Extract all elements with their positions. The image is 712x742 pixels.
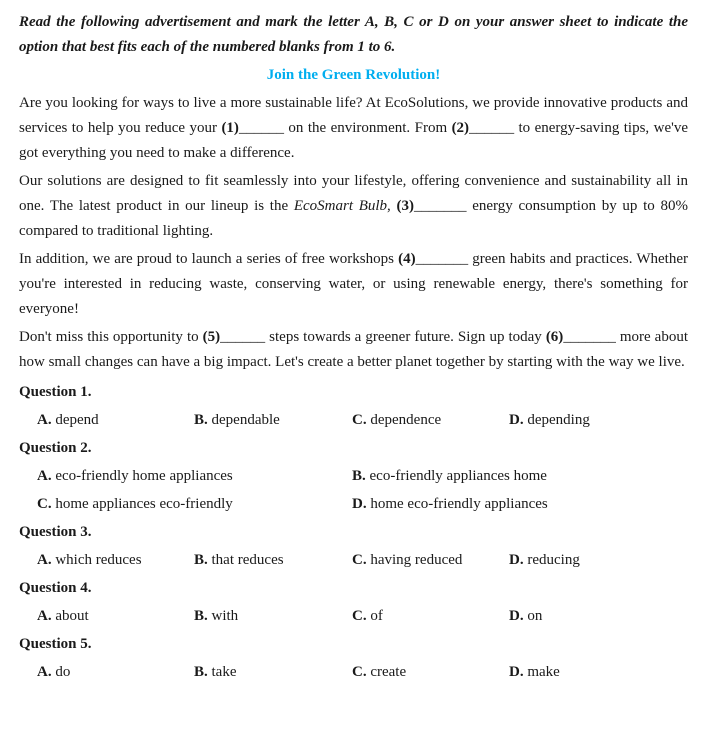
question-5-option-d[interactable] (509, 658, 560, 686)
blank-6-number: (6) (545, 329, 564, 345)
instruction-text-a: Read the following advertisement and mark the letter A, B, C or D on your answer sheet to indicate the option that best fits each of the numbered blanks from (19, 14, 688, 55)
option-letter: D. (509, 608, 524, 624)
blank-4-gap: _______ (415, 251, 469, 267)
question-4-label: Question 4. (19, 580, 92, 596)
question-3-label: Question 3. (19, 524, 92, 540)
blank-6-gap: _______ (563, 329, 616, 345)
p1-text-a: Are you looking for ways to live a more sustainable life? At EcoSolutions, we provide innovative products and services to help you reduce your (19, 95, 688, 136)
option-letter: B. (194, 412, 208, 428)
passage-paragraph-2 (19, 169, 688, 244)
blank-2-number: (2) (451, 120, 470, 136)
blank-1-number: (1) (221, 120, 239, 136)
blank-3-number: (3) (396, 198, 415, 214)
option-letter: C. (352, 412, 367, 428)
blank-5-number: (5) (202, 329, 221, 345)
option-letter: D. (352, 496, 367, 512)
question-4-options (19, 602, 688, 630)
option-letter: B. (194, 664, 208, 680)
p3-text-a: In addition, we are proud to launch a series of free workshops (19, 251, 399, 267)
option-letter: C. (352, 552, 367, 568)
option-letter: B. (352, 468, 366, 484)
product-name: EcoSmart Bulb (293, 198, 388, 214)
instruction-text-b: to (364, 39, 385, 55)
question-4-option-c[interactable] (352, 602, 383, 630)
option-letter: A. (37, 664, 52, 680)
blank-1-gap: ______ (238, 120, 284, 136)
option-letter: A. (37, 552, 52, 568)
question-2-options-row-1 (19, 462, 688, 490)
option-text: reducing (523, 552, 580, 568)
question-2-option-b[interactable] (352, 462, 547, 490)
instruction-last-number: 6 (384, 39, 392, 55)
option-text: having reduced (366, 552, 463, 568)
question-5-option-a[interactable] (37, 658, 70, 686)
option-text: depend (51, 412, 99, 428)
option-letter: C. (37, 496, 52, 512)
question-1-option-b[interactable] (194, 406, 280, 434)
option-text: of (366, 608, 383, 624)
blank-4-number: (4) (398, 251, 416, 267)
p2-text-a: Our solutions are designed to fit seamlessly into your lifestyle, offering convenience and sustainability all in one. The latest product in our lineup is the (19, 173, 688, 214)
p4-text-c: more about how small changes can have a big impact. Let's create a better planet together by starting with the way we live. (19, 329, 688, 370)
question-4-option-a[interactable] (37, 602, 89, 630)
option-text: that reduces (207, 552, 284, 568)
option-text: do (51, 664, 71, 680)
option-letter: B. (194, 608, 208, 624)
question-5-label: Question 5. (19, 636, 92, 652)
question-1-options (19, 406, 688, 434)
option-text: which reduces (51, 552, 142, 568)
option-letter: C. (352, 608, 367, 624)
option-text: depending (523, 412, 590, 428)
option-text: home appliances eco-friendly (51, 496, 233, 512)
option-text: with (207, 608, 239, 624)
question-2-option-d[interactable] (352, 490, 548, 518)
question-3-options (19, 546, 688, 574)
p1-text-d: to energy-saving tips, we've got everything you need to make a difference. (19, 120, 688, 161)
p2-text-c: energy consumption by up to 80% compared to traditional lighting. (19, 198, 688, 239)
option-text: take (207, 664, 237, 680)
option-text: eco-friendly appliances home (365, 468, 547, 484)
instruction-text-c: . (391, 39, 396, 55)
question-3-option-c[interactable] (352, 546, 462, 574)
question-2-options-row-2 (19, 490, 688, 518)
option-text: create (366, 664, 407, 680)
advertisement-title: Join the Green Revolution! (266, 67, 441, 83)
instruction-first-number: 1 (357, 39, 365, 55)
option-text: about (51, 608, 89, 624)
option-letter: A. (37, 608, 52, 624)
option-letter: A. (37, 468, 52, 484)
option-letter: B. (194, 552, 208, 568)
option-text: eco-friendly home appliances (51, 468, 233, 484)
passage-paragraph-4 (19, 325, 688, 375)
question-1-option-d[interactable] (509, 406, 590, 434)
question-2-label: Question 2. (19, 440, 92, 456)
p3-text-b: green habits and practices. Whether you're interested in reducing waste, conserving water, or using renewable energy, there's something for everyone! (19, 251, 689, 317)
option-letter: D. (509, 552, 524, 568)
option-text: dependable (207, 412, 280, 428)
option-text: on (523, 608, 543, 624)
question-1-option-c[interactable] (352, 406, 441, 434)
question-5-options (19, 658, 688, 686)
option-text: dependence (366, 412, 442, 428)
question-3-option-a[interactable] (37, 546, 142, 574)
question-3-option-b[interactable] (194, 546, 284, 574)
question-2-option-a[interactable] (37, 462, 233, 490)
option-letter: D. (509, 664, 524, 680)
p4-text-a: Don't miss this opportunity to (19, 329, 203, 345)
blank-3-gap: _______ (414, 198, 467, 214)
blank-2-gap: ______ (469, 120, 515, 136)
p4-text-b: steps towards a greener future. Sign up today (265, 329, 546, 345)
question-5-option-c[interactable] (352, 658, 406, 686)
question-5-option-b[interactable] (194, 658, 237, 686)
instruction-text (19, 10, 688, 60)
passage-paragraph-3 (19, 247, 688, 322)
option-text: make (523, 664, 560, 680)
question-3-option-d[interactable] (509, 546, 580, 574)
question-1-option-a[interactable] (37, 406, 99, 434)
passage-paragraph-1 (19, 91, 688, 166)
option-letter: C. (352, 664, 367, 680)
option-letter: D. (509, 412, 524, 428)
question-4-option-d[interactable] (509, 602, 542, 630)
p1-text-c: on the environment. From (283, 120, 452, 136)
option-letter: A. (37, 412, 52, 428)
question-4-option-b[interactable] (194, 602, 238, 630)
question-2-option-c[interactable] (37, 490, 233, 518)
blank-5-gap: ______ (220, 329, 266, 345)
question-1-label: Question 1. (19, 384, 92, 400)
option-text: home eco-friendly appliances (366, 496, 548, 512)
p2-text-b: , (387, 198, 397, 214)
